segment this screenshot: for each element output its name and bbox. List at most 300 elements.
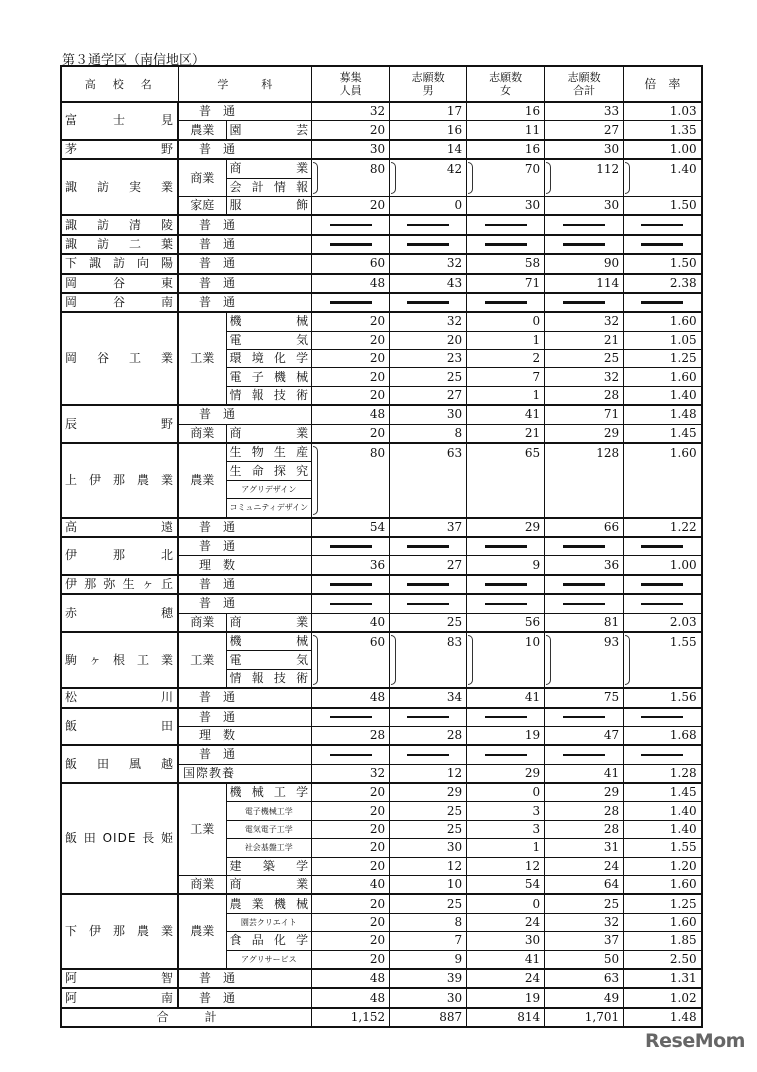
ratio-value: 1.20 — [624, 857, 702, 875]
department-name: 環境化学 — [226, 350, 312, 368]
capacity-value: 20 — [312, 424, 390, 443]
department-name: 電気 — [226, 651, 312, 669]
ratio-value: 1.40 — [624, 386, 702, 405]
ratio-value: 1.45 — [624, 783, 702, 802]
female-value: 58 — [467, 254, 545, 273]
school-name: 伊那北 — [61, 537, 178, 575]
male-value: 25 — [390, 802, 467, 820]
total-value: 27 — [545, 121, 624, 140]
table-row — [61, 274, 702, 293]
female-value: 29 — [467, 518, 545, 537]
no-data-cell — [467, 708, 545, 727]
school-name: 諏訪清陵 — [61, 215, 178, 234]
female-value: 1 — [467, 331, 545, 349]
male-value: 32 — [390, 254, 467, 273]
female-value: 2 — [467, 350, 545, 368]
school-name: 諏訪実業 — [61, 159, 178, 215]
capacity-value: 36 — [312, 556, 390, 575]
no-data-cell — [467, 594, 545, 613]
application-table — [60, 65, 703, 1028]
total-value: 29 — [545, 424, 624, 443]
ratio-value: 1.68 — [624, 726, 702, 745]
female-value: 1 — [467, 386, 545, 405]
dash-mark — [641, 603, 683, 606]
male-value: 34 — [390, 688, 467, 707]
dash-mark — [485, 224, 527, 227]
department-name: 電子機械 — [226, 368, 312, 386]
male-value: 27 — [390, 386, 467, 405]
ratio-value: 1.03 — [624, 102, 702, 121]
female-value: 24 — [467, 969, 545, 988]
department-name: アグリサービス — [226, 950, 312, 969]
department-name: 生命探究 — [226, 462, 312, 480]
table-row — [61, 405, 702, 424]
ratio-value: 1.60 — [624, 312, 702, 331]
ratio-value: 1.85 — [624, 932, 702, 950]
no-data-cell — [312, 215, 390, 234]
male-value: 14 — [390, 140, 467, 159]
male-value: 43 — [390, 274, 467, 293]
total-value: 28 — [545, 820, 624, 838]
total-value: 47 — [545, 726, 624, 745]
department-name: 服飾 — [226, 196, 312, 215]
ratio-value: 1.60 — [624, 913, 702, 931]
male-value: 12 — [390, 857, 467, 875]
resemom-logo: ReseMom — [645, 1030, 745, 1052]
dash-mark — [330, 583, 372, 586]
ratio-value: 1.45 — [624, 424, 702, 443]
no-data-cell — [624, 745, 702, 764]
male-value: 25 — [390, 820, 467, 838]
male-value: 12 — [390, 764, 467, 783]
capacity-value: 20 — [312, 950, 390, 969]
dash-mark — [330, 243, 372, 246]
table-row — [61, 745, 702, 764]
subject-name: 普 通 — [178, 575, 312, 594]
male-value: 25 — [390, 613, 467, 632]
header-female: 志願数 女 — [467, 66, 545, 102]
table-row — [61, 988, 702, 1007]
total-value: 28 — [545, 386, 624, 405]
female-value: 19 — [467, 726, 545, 745]
dash-mark — [485, 545, 527, 548]
category-name: 商業 — [178, 876, 226, 895]
total-value: 25 — [545, 894, 624, 913]
capacity-value: 40 — [312, 613, 390, 632]
no-data-cell — [390, 215, 467, 234]
capacity-value: 20 — [312, 386, 390, 405]
department-name: 農業機械 — [226, 894, 312, 913]
no-data-cell — [467, 745, 545, 764]
ratio-value: 1.56 — [624, 688, 702, 707]
table-row — [61, 594, 702, 613]
male-value: 8 — [390, 424, 467, 443]
subject-name: 普 通 — [178, 745, 312, 764]
table-row — [61, 894, 702, 913]
dash-mark — [407, 224, 449, 227]
dash-mark — [563, 583, 605, 586]
capacity-value: 20 — [312, 913, 390, 931]
dash-mark — [641, 224, 683, 227]
department-name: 機械 — [226, 312, 312, 331]
school-name: 阿南 — [61, 988, 178, 1007]
dash-mark — [485, 301, 527, 304]
male-value: 30 — [390, 988, 467, 1007]
dash-mark — [407, 545, 449, 548]
ratio-value: 1.60 — [624, 368, 702, 386]
female-value: 0 — [467, 894, 545, 913]
male-value: 16 — [390, 121, 467, 140]
male-value: 17 — [390, 102, 467, 121]
header-school: 高 校 名 — [61, 66, 178, 102]
no-data-cell — [467, 575, 545, 594]
female-value: 7 — [467, 368, 545, 386]
capacity-value: 20 — [312, 196, 390, 215]
dash-mark — [485, 716, 527, 719]
total-female: 814 — [467, 1008, 545, 1027]
category-name: 工業 — [178, 312, 226, 405]
no-data-cell — [312, 235, 390, 254]
subject-name: 普 通 — [178, 274, 312, 293]
female-value: 11 — [467, 121, 545, 140]
no-data-cell — [390, 745, 467, 764]
table-row — [61, 783, 702, 802]
subject-name: 理 数 — [178, 726, 312, 745]
dash-mark — [407, 243, 449, 246]
header-row — [61, 66, 702, 102]
total-value: 30 — [545, 140, 624, 159]
no-data-cell — [624, 293, 702, 312]
category-name: 商業 — [178, 159, 226, 196]
total-value: 21 — [545, 331, 624, 349]
total-value: 49 — [545, 988, 624, 1007]
total-total: 1,701 — [545, 1008, 624, 1027]
capacity-value: 28 — [312, 726, 390, 745]
capacity-value: 20 — [312, 932, 390, 950]
table-row — [61, 102, 702, 121]
dash-mark — [641, 301, 683, 304]
department-name: 生物生産 — [226, 443, 312, 462]
dash-mark — [330, 754, 372, 757]
female-value: 21 — [467, 424, 545, 443]
no-data-cell — [467, 293, 545, 312]
male-value: 0 — [390, 196, 467, 215]
no-data-cell — [624, 235, 702, 254]
school-name: 飯田 — [61, 708, 178, 746]
dash-mark — [330, 224, 372, 227]
male-value: 37 — [390, 518, 467, 537]
ratio-value: 1.60 — [624, 443, 702, 518]
table-body — [61, 102, 702, 1027]
total-value: 32 — [545, 913, 624, 931]
subject-name: 普 通 — [178, 102, 312, 121]
table-row — [61, 254, 702, 273]
ratio-value: 2.38 — [624, 274, 702, 293]
female-value: 19 — [467, 988, 545, 1007]
school-name: 伊那弥生ヶ丘 — [61, 575, 178, 594]
dash-mark — [407, 716, 449, 719]
school-name: 岡谷南 — [61, 293, 178, 312]
capacity-value: 80 — [312, 443, 390, 518]
school-name: 駒ヶ根工業 — [61, 632, 178, 688]
table-row — [61, 159, 702, 178]
male-value: 30 — [390, 839, 467, 857]
male-value: 10 — [390, 876, 467, 895]
department-name: 商業 — [226, 613, 312, 632]
capacity-value: 20 — [312, 368, 390, 386]
capacity-value: 32 — [312, 102, 390, 121]
dash-mark — [641, 545, 683, 548]
ratio-value: 1.28 — [624, 764, 702, 783]
male-value: 20 — [390, 331, 467, 349]
ratio-value: 1.50 — [624, 254, 702, 273]
capacity-value: 30 — [312, 140, 390, 159]
total-value: 25 — [545, 350, 624, 368]
no-data-cell — [390, 575, 467, 594]
ratio-value: 1.25 — [624, 894, 702, 913]
female-value: 65 — [467, 443, 545, 518]
ratio-value: 1.31 — [624, 969, 702, 988]
no-data-cell — [624, 575, 702, 594]
subject-name: 普 通 — [178, 988, 312, 1007]
female-value: 54 — [467, 876, 545, 895]
dash-mark — [485, 603, 527, 606]
dash-mark — [563, 754, 605, 757]
no-data-cell — [312, 745, 390, 764]
capacity-value: 20 — [312, 121, 390, 140]
capacity-value: 20 — [312, 857, 390, 875]
category-name: 工業 — [178, 783, 226, 875]
ratio-value: 1.00 — [624, 556, 702, 575]
ratio-value: 1.55 — [624, 632, 702, 688]
female-value: 12 — [467, 857, 545, 875]
no-data-cell — [390, 708, 467, 727]
total-value: 75 — [545, 688, 624, 707]
total-value: 81 — [545, 613, 624, 632]
department-name: 機械工学 — [226, 783, 312, 802]
school-name: 上伊那農業 — [61, 443, 178, 518]
female-value: 0 — [467, 783, 545, 802]
school-name: 阿智 — [61, 969, 178, 988]
header-capacity: 募集 人員 — [312, 66, 390, 102]
school-name: 松川 — [61, 688, 178, 707]
ratio-value: 1.00 — [624, 140, 702, 159]
category-name: 農業 — [178, 894, 226, 969]
dash-mark — [407, 603, 449, 606]
capacity-value: 60 — [312, 632, 390, 688]
total-value: 90 — [545, 254, 624, 273]
no-data-cell — [545, 575, 624, 594]
capacity-value: 48 — [312, 405, 390, 424]
capacity-value: 40 — [312, 876, 390, 895]
dash-mark — [641, 716, 683, 719]
school-name: 岡谷東 — [61, 274, 178, 293]
subject-name: 普 通 — [178, 688, 312, 707]
total-value: 112 — [545, 159, 624, 196]
dash-mark — [563, 224, 605, 227]
no-data-cell — [545, 293, 624, 312]
capacity-value: 48 — [312, 688, 390, 707]
ratio-value: 1.40 — [624, 159, 702, 196]
table-row — [61, 443, 702, 462]
capacity-value: 20 — [312, 802, 390, 820]
no-data-cell — [467, 235, 545, 254]
subject-name: 普 通 — [178, 293, 312, 312]
male-value: 23 — [390, 350, 467, 368]
subject-name: 普 通 — [178, 969, 312, 988]
table-row — [61, 140, 702, 159]
female-value: 56 — [467, 613, 545, 632]
department-name: アグリデザイン — [226, 480, 312, 498]
capacity-value: 80 — [312, 159, 390, 196]
department-name: コミュニティデザイン — [226, 499, 312, 518]
dash-mark — [407, 301, 449, 304]
ratio-value: 1.40 — [624, 802, 702, 820]
total-value: 93 — [545, 632, 624, 688]
subject-name: 普 通 — [178, 254, 312, 273]
school-name: 飯田風越 — [61, 745, 178, 783]
department-name: 情報技術 — [226, 669, 312, 688]
capacity-value: 54 — [312, 518, 390, 537]
table-row — [61, 632, 702, 651]
category-name: 工業 — [178, 632, 226, 688]
capacity-value: 60 — [312, 254, 390, 273]
no-data-cell — [624, 537, 702, 556]
school-name: 下伊那農業 — [61, 894, 178, 969]
no-data-cell — [467, 537, 545, 556]
total-value: 63 — [545, 969, 624, 988]
ratio-value: 1.50 — [624, 196, 702, 215]
male-value: 29 — [390, 783, 467, 802]
female-value: 30 — [467, 932, 545, 950]
dash-mark — [330, 603, 372, 606]
school-name: 茅野 — [61, 140, 178, 159]
department-name: 園芸クリエイト — [226, 913, 312, 931]
school-name: 飯田OIDE長姫 — [61, 783, 178, 894]
female-value: 1 — [467, 839, 545, 857]
school-name: 赤穂 — [61, 594, 178, 632]
school-name: 諏訪二葉 — [61, 235, 178, 254]
ratio-value: 1.02 — [624, 988, 702, 1007]
table-row — [61, 235, 702, 254]
male-value: 39 — [390, 969, 467, 988]
subject-name: 普 通 — [178, 235, 312, 254]
department-name: 商業 — [226, 876, 312, 895]
female-value: 29 — [467, 764, 545, 783]
no-data-cell — [312, 708, 390, 727]
male-value: 7 — [390, 932, 467, 950]
male-value: 32 — [390, 312, 467, 331]
ratio-value: 1.40 — [624, 820, 702, 838]
dash-mark — [330, 716, 372, 719]
dash-mark — [563, 716, 605, 719]
female-value: 24 — [467, 913, 545, 931]
capacity-value: 32 — [312, 764, 390, 783]
total-value: 33 — [545, 102, 624, 121]
subject-name: 普 通 — [178, 537, 312, 556]
table-row — [61, 708, 702, 727]
department-name: 会計情報 — [226, 178, 312, 196]
table-row — [61, 293, 702, 312]
dash-mark — [641, 243, 683, 246]
subject-name: 理 数 — [178, 556, 312, 575]
subject-name: 普 通 — [178, 594, 312, 613]
female-value: 16 — [467, 140, 545, 159]
no-data-cell — [467, 215, 545, 234]
total-value: 36 — [545, 556, 624, 575]
dash-mark — [485, 243, 527, 246]
table-row — [61, 969, 702, 988]
female-value: 41 — [467, 405, 545, 424]
dash-mark — [407, 754, 449, 757]
dash-mark — [485, 754, 527, 757]
department-name: 電気 — [226, 331, 312, 349]
male-value: 27 — [390, 556, 467, 575]
category-name: 農業 — [178, 443, 226, 518]
female-value: 71 — [467, 274, 545, 293]
male-value: 8 — [390, 913, 467, 931]
total-value: 32 — [545, 312, 624, 331]
ratio-value: 1.35 — [624, 121, 702, 140]
subject-name: 普 通 — [178, 215, 312, 234]
total-value: 28 — [545, 802, 624, 820]
female-value: 70 — [467, 159, 545, 196]
male-value: 9 — [390, 950, 467, 969]
male-value: 42 — [390, 159, 467, 196]
table-row — [61, 537, 702, 556]
school-name: 辰野 — [61, 405, 178, 443]
school-name: 富士見 — [61, 102, 178, 140]
total-male: 887 — [390, 1008, 467, 1027]
dash-mark — [407, 583, 449, 586]
header-ratio: 倍 率 — [624, 66, 702, 102]
female-value: 0 — [467, 312, 545, 331]
no-data-cell — [312, 575, 390, 594]
header-total: 志願数 合計 — [545, 66, 624, 102]
capacity-value: 48 — [312, 274, 390, 293]
female-value: 3 — [467, 820, 545, 838]
school-name: 高遠 — [61, 518, 178, 537]
male-value: 28 — [390, 726, 467, 745]
capacity-value: 20 — [312, 783, 390, 802]
male-value: 25 — [390, 894, 467, 913]
dash-mark — [330, 545, 372, 548]
capacity-value: 20 — [312, 820, 390, 838]
dash-mark — [563, 243, 605, 246]
total-value: 29 — [545, 783, 624, 802]
capacity-value: 20 — [312, 312, 390, 331]
dash-mark — [330, 301, 372, 304]
category-name: 商業 — [178, 424, 226, 443]
male-value: 63 — [390, 443, 467, 518]
ratio-value: 2.03 — [624, 613, 702, 632]
ratio-value: 1.22 — [624, 518, 702, 537]
category-name: 農業 — [178, 121, 226, 140]
total-value: 24 — [545, 857, 624, 875]
table-row — [61, 575, 702, 594]
capacity-value: 20 — [312, 350, 390, 368]
no-data-cell — [312, 293, 390, 312]
female-value: 16 — [467, 102, 545, 121]
female-value: 10 — [467, 632, 545, 688]
ratio-value: 1.48 — [624, 405, 702, 424]
total-row — [61, 1008, 702, 1027]
header-department: 学 科 — [178, 66, 312, 102]
department-name: 電気電子工学 — [226, 820, 312, 838]
total-value: 64 — [545, 876, 624, 895]
female-value: 3 — [467, 802, 545, 820]
capacity-value: 20 — [312, 894, 390, 913]
